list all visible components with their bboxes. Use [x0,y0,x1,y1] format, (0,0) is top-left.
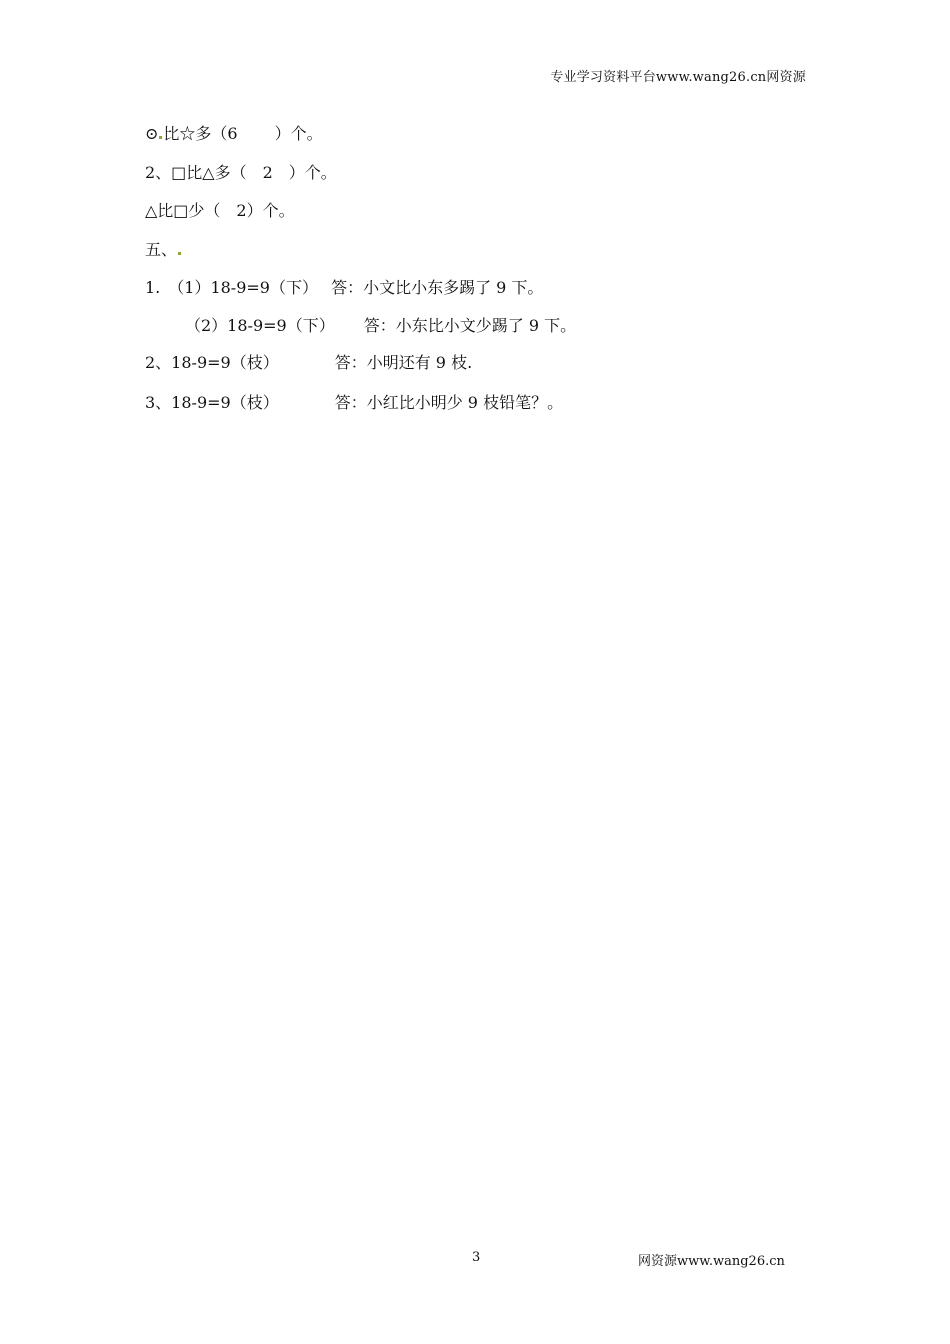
problem-2: 2、18-9=9（枝） 答：小明还有 9 枝. [145,353,473,372]
problem-3: 3、18-9=9（枝） 答：小红比小明少 9 枝铅笔？。 [145,393,564,412]
green-dot-marker [159,136,162,139]
footer-site: 网资源www.wang26.cn [638,1254,785,1269]
section-five-label: 五、 [145,240,178,259]
green-dot-marker [178,252,181,255]
answer-line-3: △比□少（ 2）个。 [145,201,295,220]
answer-line-1-prefix: ⊙ [145,124,159,143]
problem-1-part-2: （2）18-9=9（下） 答：小东比小文少踢了 9 下。 [145,316,577,335]
answer-line-2: 2、□比△多（ 2 ）个。 [145,163,337,182]
page-header: 专业学习资料平台www.wang26.cn网资源 [550,70,806,85]
answer-line-1-text: 比☆多（6 ）个。 [163,124,323,143]
answer-line-1 [145,124,323,144]
problem-1-part-1: 1. （1）18-9=9（下） 答：小文比小东多踢了 9 下。 [145,278,544,297]
page-number: 3 [472,1250,481,1265]
section-five-heading [145,240,182,260]
